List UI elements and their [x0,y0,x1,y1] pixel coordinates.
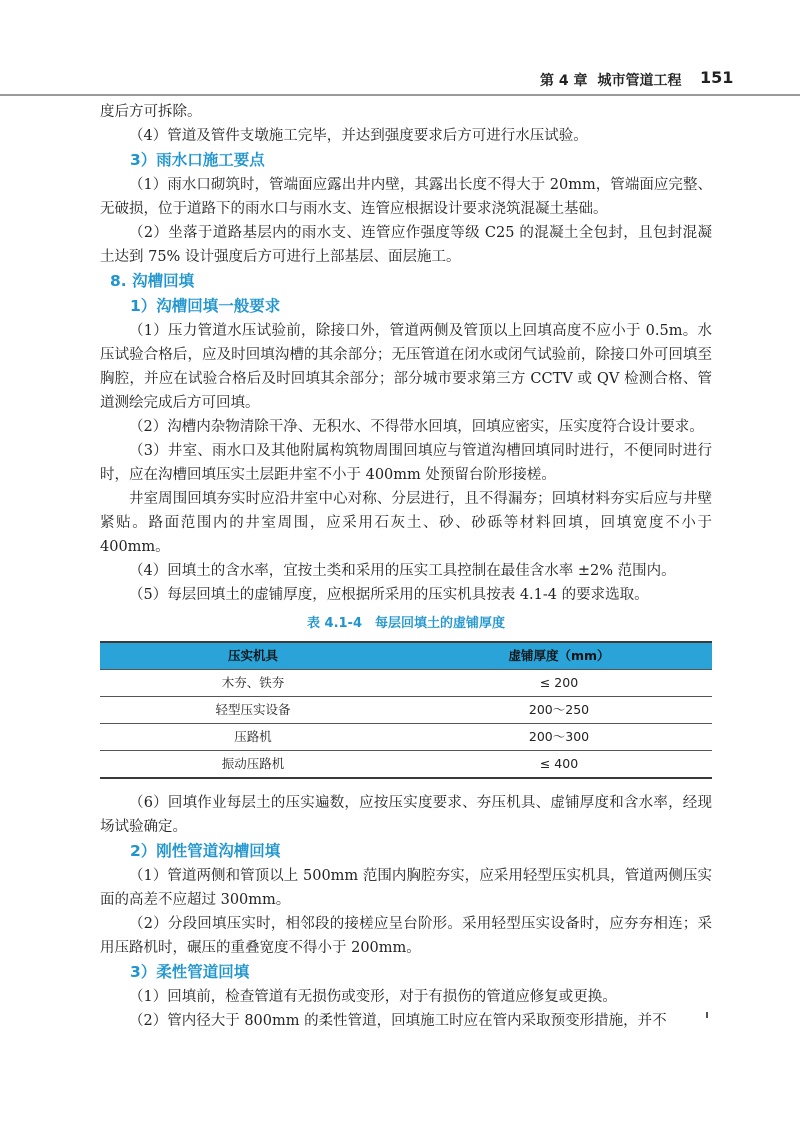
paragraph: （2）坐落于道路基层内的雨水支、连管应作强度等级 C25 的混凝土全包封，且包封混凝土达到 75% 设计强度后方可进行上部基层、面层施工。 [100,225,712,265]
table-caption: 表 4.1-4 每层回填土的虚铺厚度 [307,616,505,631]
paragraph: （1）管道两侧和管顶以上 500mm 范围内胸腔夯实，应采用轻型压实机具，管道两侧压实面的高差不应超过 300mm。 [100,868,712,908]
chapter-label [540,70,692,90]
paragraph: （5）每层回填土的虚铺厚度，应根据所采用的压实机具按表 4.1-4 的要求选取。 [129,587,649,603]
paragraph: （4）回填土的含水率，宜按土类和采用的压实工具控制在最佳含水率 ±2% 范围内。 [129,563,676,579]
section-heading: 2）刚性管道沟槽回填 [130,842,281,860]
table-row [100,697,712,724]
header-rule [0,94,800,96]
cell-thickness: ≤ 200 [406,670,712,697]
paragraph: （3）井室、雨水口及其他附属构筑物周围回填应与管道沟槽回填同时进行，不便同时进行时，应在沟槽回填压实土层距井室不小于 400mm 处预留台阶形接槎。 [100,443,712,483]
column-header-tool: 压实机具 [100,642,406,670]
page-body [100,100,712,1033]
chapter-number: 第 4 章 [540,73,588,89]
column-header-thickness: 虚铺厚度（mm） [406,642,712,670]
fill-thickness-table [100,641,712,779]
running-header [0,64,800,98]
paragraph: （6）回填作业每层土的压实遍数，应按压实度要求、夯压机具、虚铺厚度和含水率，经现场试验确定。 [100,795,712,835]
section-heading: 1）沟槽回填一般要求 [130,297,281,315]
paragraph: （1）压力管道水压试验前，除接口外，管道两侧及管顶以上回填高度不应小于 0.5m。水压试验合格后，应及时回填沟槽的其余部分；无压管道在闭水或闭气试验前，除接口外可回填至胸腔，并应在试验合格后及时回填其余部分；部分城市要求第三方 CCTV 或 QV 检测合格、管道测绘完成后方可回填。 [100,323,712,411]
paragraph: 度后方可拆除。 [100,104,202,120]
paragraph: （4）管道及管件支墩施工完毕，并达到强度要求后方可进行水压试验。 [129,128,588,144]
cell-thickness: ≤ 400 [406,751,712,779]
section-heading: 3）柔性管道回填 [130,963,250,981]
table-row [100,751,712,779]
cell-tool: 振动压路机 [100,751,406,779]
paragraph: （1）雨水口砌筑时，管端面应露出井内壁，其露出长度不得大于 20mm，管端面应完整、无破损，位于道路下的雨水口与雨水支、连管应根据设计要求浇筑混凝土基础。 [100,177,712,217]
paragraph: （1）回填前，检查管道有无损伤或变形，对于有损伤的管道应修复或更换。 [129,989,617,1005]
page-number: 151 [700,68,734,87]
cell-tool: 轻型压实设备 [100,697,406,724]
cell-thickness: 200～300 [406,724,712,751]
table-header-row [100,642,712,670]
paragraph: （2）管内径大于 800mm 的柔性管道，回填施工时应在管内采取预变形措施，并不 [129,1013,667,1029]
scan-mark [706,1012,708,1018]
cell-tool: 木夯、铁夯 [100,670,406,697]
section-heading: 3）雨水口施工要点 [130,151,265,169]
cell-tool: 压路机 [100,724,406,751]
table-row [100,724,712,751]
cell-thickness: 200～250 [406,697,712,724]
paragraph: （2）沟槽内杂物清除干净、无积水、不得带水回填，回填应密实，压实度符合设计要求。 [129,419,704,435]
section-heading: 8. 沟槽回填 [110,272,195,290]
table-row [100,670,712,697]
paragraph: （2）分段回填压实时，相邻段的接槎应呈台阶形。采用轻型压实设备时，应夯夯相连；采用压路机时，碾压的重叠宽度不得小于 200mm。 [100,916,712,956]
paragraph: 井室周围回填夯实时应沿井室中心对称、分层进行，且不得漏夯；回填材料夯实后应与井壁紧贴。路面范围内的井室周围，应采用石灰土、砂、砂砾等材料回填，回填宽度不小于 400mm。 [100,491,712,555]
chapter-title: 城市管道工程 [597,73,682,89]
